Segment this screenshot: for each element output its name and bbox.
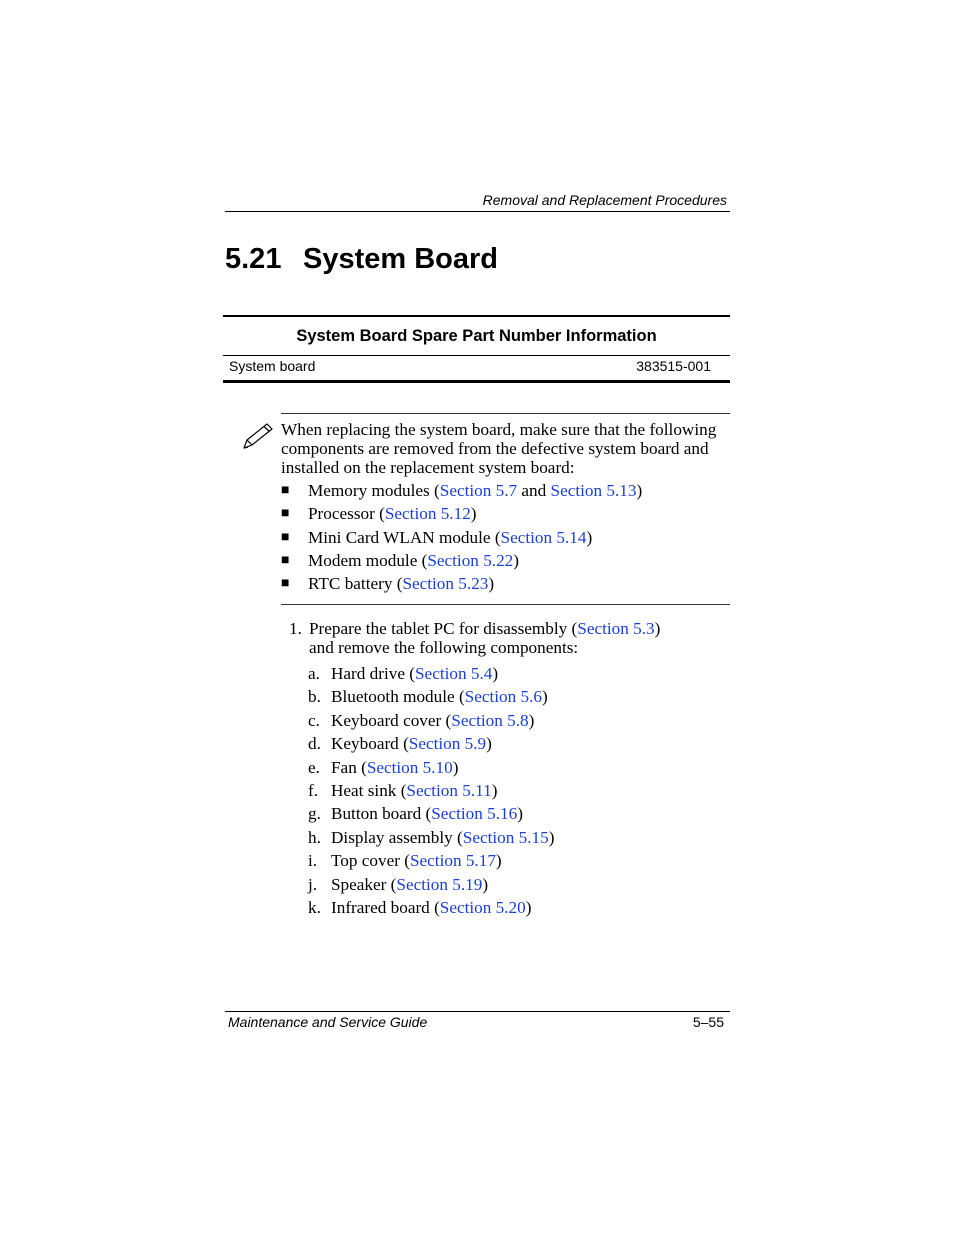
bullet-joiner: and [517, 481, 551, 500]
subitem-letter: k. [308, 897, 321, 917]
list-item [308, 896, 728, 919]
link-section-5-13[interactable]: Section 5.13 [550, 481, 637, 500]
link-section-5-22[interactable]: Section 5.22 [427, 550, 514, 570]
bullet-text: Memory modules ( [308, 481, 440, 500]
bullet-text: RTC battery ( [308, 574, 403, 594]
link-section-5-17[interactable]: Section 5.17 [409, 851, 496, 871]
link-section-5-9[interactable]: Section 5.9 [408, 734, 487, 754]
subitem-label: Bluetooth module ( [331, 687, 465, 707]
bullet-tail: ) [488, 574, 495, 594]
subitem-label: Keyboard cover ( [331, 710, 452, 730]
link-section-5-4[interactable]: Section 5.4 [415, 664, 493, 683]
link-section-5-3[interactable]: Section 5.3 [577, 619, 655, 638]
bullet-text: Mini Card WLAN module ( [308, 527, 501, 547]
list-item [281, 502, 730, 525]
subitem-close: ) [482, 874, 489, 894]
note-top-rule [281, 413, 730, 414]
subitem-close: ) [548, 827, 555, 847]
list-item [308, 685, 728, 708]
subitem-close: ) [491, 780, 498, 800]
subitem-close: ) [492, 664, 499, 683]
subitem-close: ) [525, 897, 532, 917]
list-item [308, 756, 728, 779]
note-bullet-list [281, 479, 730, 595]
footer-rule [225, 1011, 730, 1012]
note-text: When replacing the system board, make sure that the following components are removed from the defective system board and installed on the replacement system board: [281, 420, 717, 477]
subitem-label: Speaker ( [331, 874, 397, 894]
list-item [281, 479, 730, 502]
section-heading [225, 240, 498, 278]
subitem-letter: b. [308, 687, 321, 707]
subitem-letter: j. [308, 874, 318, 894]
header-rule [225, 211, 730, 212]
footer-title: Maintenance and Service Guide [228, 1014, 428, 1030]
step-1-subitems [308, 662, 728, 919]
table-cell-part-number: 383515-001 [636, 358, 711, 374]
list-item [281, 526, 730, 549]
section-number: 5.21 [225, 243, 282, 275]
bullet-text: Processor ( [308, 504, 385, 524]
table-cell-item: System board [229, 358, 316, 374]
table-caption: System Board Spare Part Number Information [223, 317, 730, 356]
step-text-after: ) [654, 619, 661, 638]
spare-part-table [223, 315, 730, 383]
step-1 [289, 619, 730, 657]
subitem-close: ) [528, 710, 535, 730]
subitem-close: ) [542, 687, 548, 707]
subitem-letter: i. [308, 851, 318, 871]
step-text: Prepare the tablet PC for disassembly ( [309, 619, 578, 638]
link-section-5-14[interactable]: Section 5.14 [500, 527, 587, 547]
subitem-label: Keyboard ( [331, 734, 409, 754]
section-title: System Board [303, 243, 499, 275]
subitem-label: Display assembly ( [331, 827, 463, 847]
subitem-letter: h. [308, 827, 321, 847]
list-item [308, 849, 728, 872]
bullet-tail: ) [586, 527, 593, 547]
link-section-5-6[interactable]: Section 5.6 [464, 687, 543, 707]
list-item [308, 709, 728, 732]
bullet-square-icon: ■ [281, 576, 290, 592]
subitem-letter: c. [308, 710, 320, 730]
subitem-close: ) [517, 804, 523, 824]
note-bottom-rule [281, 604, 730, 605]
list-item [308, 826, 728, 849]
link-section-5-16[interactable]: Section 5.16 [431, 804, 518, 824]
subitem-close: ) [452, 757, 459, 777]
bullet-square-icon: ■ [281, 552, 290, 568]
list-item [308, 873, 728, 896]
subitem-label: Button board ( [331, 804, 432, 824]
link-section-5-19[interactable]: Section 5.19 [396, 874, 483, 894]
list-item [281, 549, 730, 572]
page-number: 5–55 [692, 1014, 724, 1030]
subitem-letter: d. [308, 734, 321, 754]
subitem-letter: a. [308, 664, 320, 683]
link-section-5-7[interactable]: Section 5.7 [439, 481, 518, 500]
list-item [308, 662, 728, 685]
subitem-label: Fan ( [331, 757, 367, 777]
list-item [281, 572, 730, 595]
bullet-tail: ) [513, 550, 520, 570]
step-text-line2: and remove the following components: [309, 638, 579, 657]
step-number: 1. [289, 619, 302, 638]
link-section-5-11[interactable]: Section 5.11 [406, 780, 492, 800]
running-header: Removal and Replacement Procedures [482, 192, 727, 208]
subitem-letter: e. [308, 757, 320, 777]
link-section-5-12[interactable]: Section 5.12 [384, 504, 471, 524]
subitem-close: ) [495, 851, 502, 871]
link-section-5-15[interactable]: Section 5.15 [462, 827, 549, 847]
bullet-text: Modem module ( [308, 550, 428, 570]
subitem-close: ) [486, 734, 492, 754]
subitem-label: Infrared board ( [331, 897, 440, 917]
pencil-icon [240, 422, 274, 452]
link-section-5-20[interactable]: Section 5.20 [439, 897, 526, 917]
bullet-square-icon: ■ [281, 529, 290, 545]
subitem-letter: g. [308, 804, 321, 824]
bullet-tail: ) [636, 481, 643, 500]
subitem-label: Hard drive ( [331, 664, 415, 683]
link-section-5-10[interactable]: Section 5.10 [366, 757, 453, 777]
bullet-square-icon: ■ [281, 506, 290, 522]
subitem-label: Heat sink ( [331, 780, 407, 800]
bullet-tail: ) [470, 504, 477, 524]
subitem-letter: f. [308, 780, 319, 800]
link-section-5-8[interactable]: Section 5.8 [451, 710, 529, 730]
list-item [308, 732, 728, 755]
subitem-label: Top cover ( [331, 851, 410, 871]
table-row [223, 356, 730, 380]
bullet-square-icon: ■ [281, 483, 290, 498]
link-section-5-23[interactable]: Section 5.23 [402, 574, 489, 594]
list-item [308, 802, 728, 825]
list-item [308, 779, 728, 802]
